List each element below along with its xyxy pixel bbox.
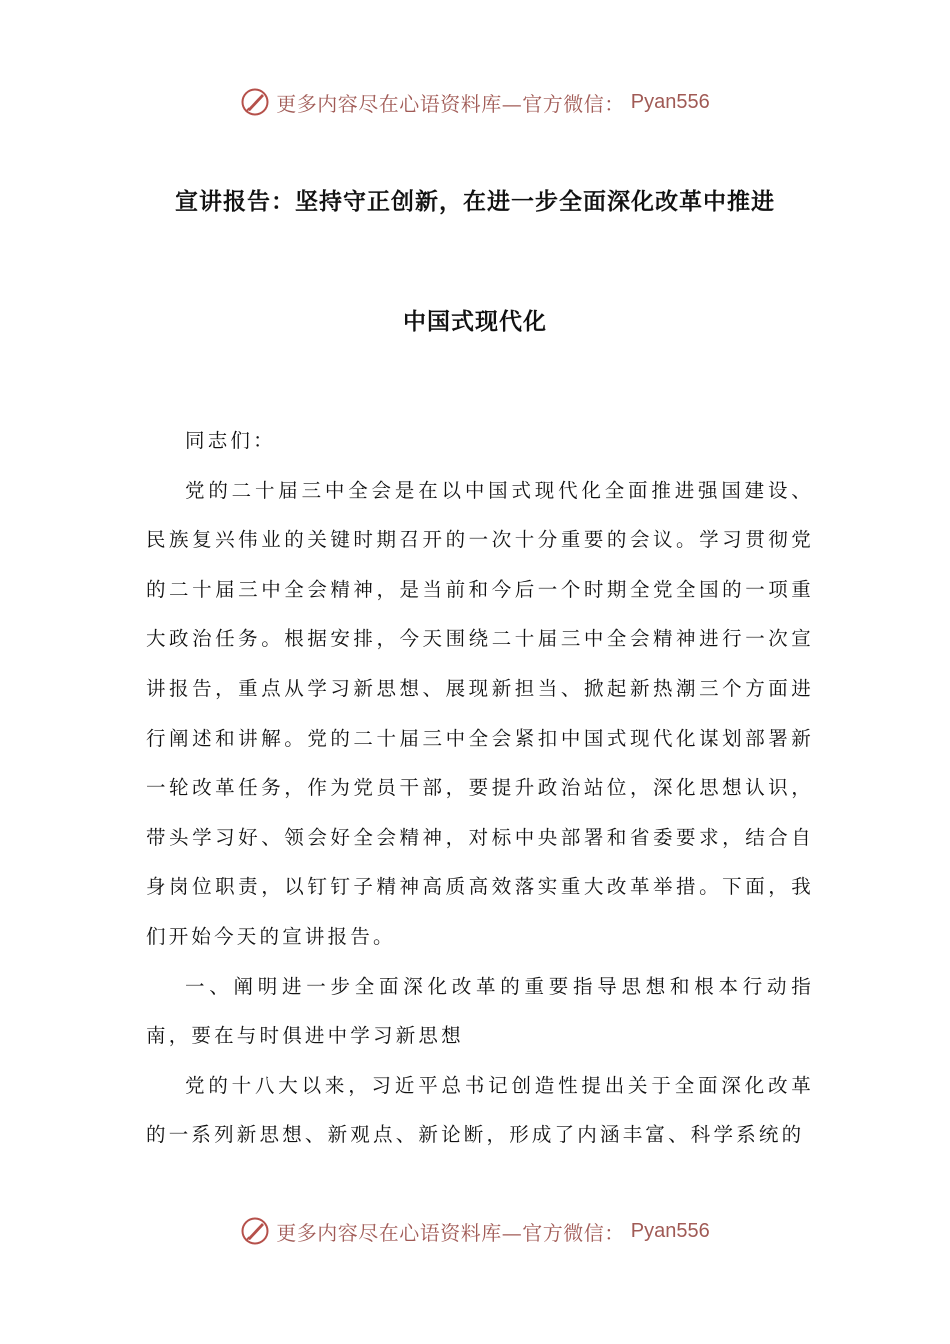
watermark-footer bbox=[0, 1211, 950, 1251]
watermark-text: 更多内容尽在心语资料库—官方微信： bbox=[276, 1220, 625, 1245]
body-paragraph: 党的十八大以来，习近平总书记创造性提出关于全面深化改革的一系列新思想、新观点、新论断，形成了内涵丰富、科学系统的 bbox=[146, 1073, 814, 1147]
document-title-line-2: 中国式现代化 bbox=[403, 309, 547, 335]
document-body bbox=[146, 416, 814, 1160]
quill-logo-icon bbox=[240, 1216, 270, 1246]
watermark-header bbox=[0, 82, 950, 122]
quill-logo-icon bbox=[240, 87, 270, 117]
watermark-text: 更多内容尽在心语资料库—官方微信： bbox=[276, 91, 625, 116]
body-paragraph: 党的二十届三中全会是在以中国式现代化全面推进强国建设、民族复兴伟业的关键时期召开的一次十分重要的会议。学习贯彻党的二十届三中全会精神，是当前和今后一个时期全党全国的一项重大政治任务。根据安排，今天围绕二十届三中全会精神进行一次宣讲报告，重点从学习新思想、展现新担当、掀起新热潮三个方面进行阐述和讲解。党的二十届三中全会紧扣中国式现代化谋划部署新一轮改革任务，作为党员干部，要提升政治站位，深化思想认识，带头学习好、领会好全会精神，对标中央部署和省委要求，结合自身岗位职责，以钉钉子精神高质高效落实重大改革举措。下面，我们开始今天的宣讲报告。 bbox=[146, 478, 814, 948]
section-heading: 一、阐明进一步全面深化改革的重要指导思想和根本行动指南，要在与时俱进中学习新思想 bbox=[146, 974, 814, 1048]
document-title-line-1: 宣讲报告：坚持守正创新，在进一步全面深化改革中推进 bbox=[175, 189, 775, 215]
salutation: 同志们： bbox=[185, 429, 276, 452]
watermark-wechat-id: Pyan556 bbox=[630, 90, 710, 113]
watermark-wechat-id: Pyan556 bbox=[630, 1219, 710, 1242]
